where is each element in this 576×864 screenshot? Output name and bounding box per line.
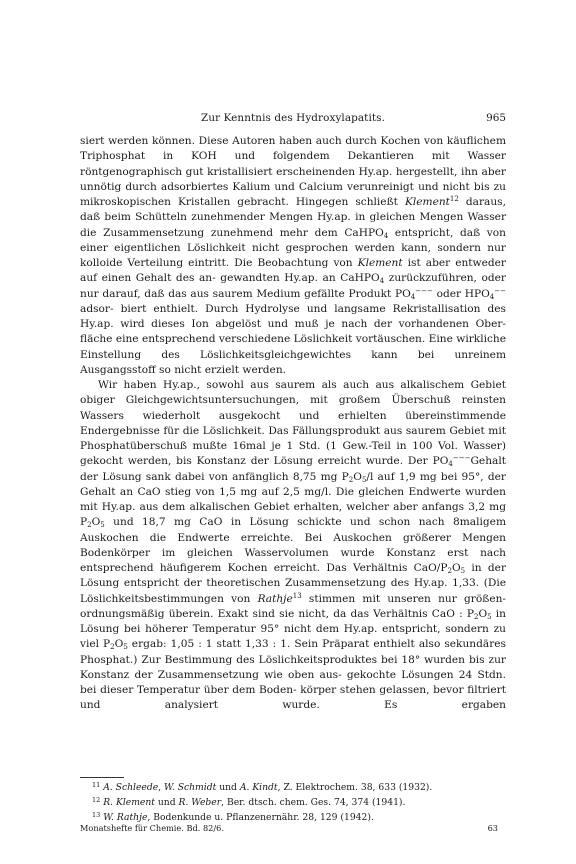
footnote-11: $^{11}$ A. Schleede, W. Schmidt und A. Kindt, Z. Elektrochem. 38, 633 (1932).	[92, 781, 433, 793]
text-line: also sekundäres Phosphat.) Zur Bestimmung des Löslichkeitsproduktes	[80, 638, 506, 666]
text-line: dem CaHPO$_4$ entspricht, daß von einer eigentlichen Löslichkeit nicht	[80, 226, 506, 254]
text-line: körper stehen gelassen, bevor filtriert und analysiert wurde. Es ergaben	[80, 684, 506, 712]
text-line: die Endwerte erreichte. Bei Auskochen größerer Mengen Bodenkörper	[80, 531, 506, 559]
text-line: 100 Vol. Wasser) gekocht werden, bis Konstanz der Lösung erreicht	[80, 440, 507, 468]
text-line: in gleichen Mengen Wasser die Zusammensetzung zunehmend mehr	[80, 211, 507, 239]
text-line: 8,75 mg $P_2O_5/l$ auf 1,9 mg bei 95°, der Gehalt an CaO stieg von 1,5 mg	[80, 470, 506, 498]
text-line: wirkliche Einstellung des Löslichkeitsgleichgewichtes kann bei unreinem	[80, 333, 506, 361]
text-line: 18,7 mg CaO in Lösung schickte und schon nach 8maligem Auskochen	[80, 516, 506, 544]
footnote-13: $^{13}$ W. Rathje, Bodenkunde u. Pflanzenernähr. 28, 129 (1942).	[92, 811, 374, 823]
page-footer	[80, 823, 506, 833]
paragraph-end-line	[80, 363, 506, 378]
text-line: Endergebnisse für die Löslichkeit. Das Fällungsprodukt aus saurem	[80, 424, 446, 437]
text-line: das aus saurem Medium gefällte Produkt $PO_4^{---}$ oder $HPO_4^{--}$ adsor-	[80, 286, 506, 315]
text-line: häufigerem Kochen erreicht. Das Verhältnis CaO/$P_2O_5$ in der Lösung	[80, 562, 507, 590]
text-line: Ausgangsstoff so nicht erzielt werden.	[80, 363, 287, 376]
text-line: ihn aber unnötig durch adsorbiertes Kalium und Calcium verunreinigt	[80, 165, 506, 193]
text-line: biert enthielt. Durch Hydrolyse und langsame Rekristallisation des	[120, 302, 506, 315]
text-line: auf 2,5 mg/l. Die gleichen Endwerte wurden mit Hy.ap. aus dem	[80, 485, 506, 513]
text-line: Löslichkeitsbestimmungen von Rathje$^{13}$ stimmen mit unseren nur größen-	[80, 591, 506, 605]
text-line: gesprochen werden kann, sondern nur kolloide Verteilung eintritt. Die	[80, 241, 506, 269]
text-line: im gleichen Wasservolumen wurde Konstanz erst nach entsprechend	[80, 546, 507, 574]
text-line: fläche eine entsprechend verschiedene Löslichkeit vortäuschen. Eine	[80, 333, 453, 346]
text-line: und nicht bis zu mikroskopischen Kristallen gebracht. Hingegen schließt	[80, 180, 507, 208]
text-line: alkalischen Gebiet erhalten, welcher aber anfangs 3,2 mg $P_2O_5$ und	[80, 501, 506, 530]
running-header	[80, 112, 506, 126]
text-line: gewandten Hy.ap. an CaHPO$_4$ zurückzuführen, oder nur darauf, daß	[80, 272, 506, 300]
text-line: siert werden können. Diese Autoren haben auch durch Kochen von	[80, 135, 444, 147]
text-line: wurde. Der $PO_4^{---}Gehalt$ der Lösung sank dabei von anfänglich	[80, 454, 506, 483]
footnote-rule	[80, 777, 124, 778]
text-line: bei 18° wurden bis zur Konstanz der Zusammensetzung wie oben aus-	[80, 653, 506, 681]
text-line: entspricht der theoretischen Zusammensetzung des Hy.ap. 1,33. (Die	[123, 577, 506, 590]
text-line: sondern zu viel $P_2O_5$ ergab: 1,05 : 1 statt 1,33 : 1. Sein Präparat enthielt	[80, 623, 506, 652]
text-line: Beobachtung von Klement ist aber entweder auf einen Gehalt des an-	[80, 257, 506, 285]
sheet-number: 63	[487, 823, 498, 833]
page-number: 965	[486, 112, 506, 124]
paragraph-continued	[80, 134, 506, 363]
text-line: ordnungsmäßig überein. Exakt sind sie nicht, da das Verhältnis CaO : $P_2O_5$	[80, 607, 492, 621]
text-line: Wir haben Hy.ap., sowohl aus saurem als auch aus alkalischem	[98, 379, 465, 391]
text-line: Gebiet obiger Gleichgewichtsuntersuchungen, mit großem Überschuß	[80, 379, 506, 407]
text-line: Hy.ap. wird dieses Ion abgelöst und muß je nach der vorhandenen Ober-	[80, 318, 506, 330]
text-line: gekochte Lösungen 24 Stdn. bei dieser Temperatur über dem Boden-	[80, 668, 506, 696]
running-title: Zur Kenntnis des Hydroxylapatits.	[201, 112, 385, 124]
footnote-12: $^{12}$ R. Klement und R. Weber, Ber. dtsch. chem. Ges. 74, 374 (1941).	[92, 796, 406, 808]
journal-signature: Monatshefte für Chemie. Bd. 82/6.	[80, 823, 224, 833]
footnotes	[92, 779, 506, 824]
text-line: röntgenographisch gut kristallisiert erscheinenden Hy.ap. hergestellt,	[80, 165, 458, 178]
body-text	[80, 134, 506, 714]
text-line: käuflichem Triphosphat in KOH und folgendem Dekantieren mit Wasser	[80, 135, 506, 163]
paragraph	[80, 378, 506, 714]
text-line: Gebiet mit Phosphatüberschuß mußte 16mal je 1 Std. (1 Gew.-Teil in	[80, 424, 506, 452]
text-line: Klement$^{12}$ daraus, daß beim Schütteln zunehmender Mengen Hy.ap.	[80, 195, 506, 224]
text-line: reinsten Wassers wiederholt ausgekocht und erhielten übereinstimmende	[80, 394, 506, 422]
text-line: in Lösung bei höherer Temperatur 95° nicht dem Hy.ap. entspricht,	[80, 607, 506, 635]
